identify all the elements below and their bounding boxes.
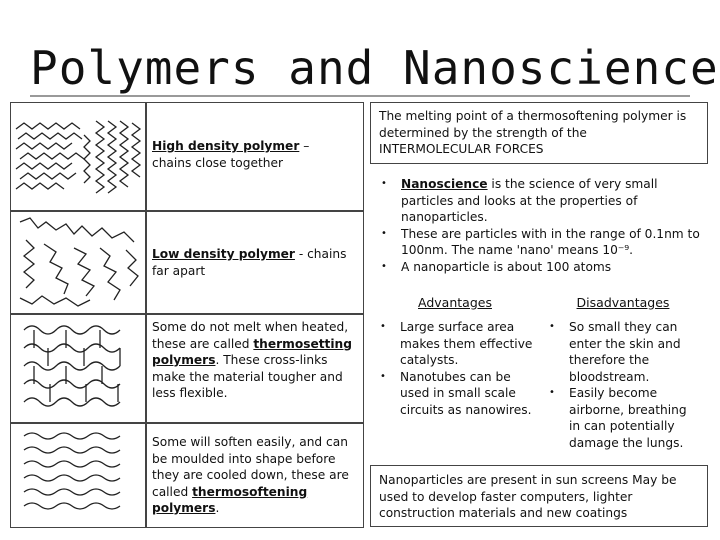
- nanoscience-bullet: • A nanoparticle is about 100 atoms: [377, 259, 702, 276]
- advantages-list: [376, 319, 536, 418]
- thermosetting-text: [152, 319, 356, 402]
- thermosoftening-polymer-diagram: [22, 430, 134, 520]
- nanoscience-term: Nanoscience: [401, 177, 488, 191]
- nanoscience-bullet: • These are particles with in the range of 0.1nm to 100nm. The name 'nano' means 10⁻⁹.: [377, 226, 702, 259]
- advantages-header: Advantages: [418, 295, 492, 310]
- left-table-divider: [145, 102, 147, 528]
- advantage-item: • Large surface area makes them effective catalysts.: [376, 319, 536, 369]
- thermosoftening-term: thermosoftening polymers: [152, 484, 308, 515]
- page-title: Polymers and Nanoscience: [30, 41, 719, 95]
- high-density-polymer-diagram: [14, 115, 142, 205]
- low-density-term: Low density polymer: [152, 247, 295, 261]
- low-density-desc: - chains far apart: [152, 247, 347, 278]
- advantage-item: • Nanotubes can be used in small scale circuits as nanowires.: [376, 369, 536, 419]
- nanoscience-bullet: [377, 176, 702, 226]
- title-underline: [30, 95, 690, 97]
- thermosoftening-text: [152, 434, 356, 517]
- thermosetting-term: thermosetting polymers: [152, 336, 352, 367]
- nanoscience-desc: is the science of very small particles and looks at the properties of nanoparticles.: [401, 177, 658, 224]
- disadvantages-list: [545, 319, 700, 451]
- thermosoftening-post: .: [215, 501, 220, 515]
- left-table-row-line: [10, 313, 364, 315]
- low-density-polymer-text: [152, 246, 352, 279]
- disadvantages-header: Disadvantages: [576, 295, 670, 310]
- nanoscience-list: [377, 176, 702, 275]
- thermosoftening-pre: Some will soften easily, and can be moulded into shape before they are cooled down, these are called: [152, 435, 349, 499]
- left-table-row-line: [10, 210, 364, 212]
- high-density-term: High density polymer: [152, 139, 300, 153]
- nanoparticle-uses-text: Nanoparticles are present in sun screens May be used to develop faster computers, lighter construction materials and new coatings: [379, 473, 677, 520]
- thermosetting-polymer-diagram: [22, 320, 134, 412]
- low-density-polymer-diagram: [16, 214, 140, 308]
- high-density-desc: – chains close together: [152, 139, 310, 170]
- disadvantage-item: • So small they can enter the skin and therefore the bloodstream.: [545, 319, 700, 385]
- left-table-row-line: [10, 422, 364, 424]
- thermosetting-pre: Some do not melt when heated, these are called: [152, 320, 349, 351]
- disadvantage-item: • Easily become airborne, breathing in can potentially damage the lungs.: [545, 385, 700, 451]
- melting-point-text: The melting point of a thermosoftening polymer is determined by the strength of the INTERMOLECULAR FORCES: [379, 109, 687, 156]
- high-density-polymer-text: [152, 138, 352, 171]
- thermosetting-post: . These cross-links make the material tougher and less flexible.: [152, 353, 343, 400]
